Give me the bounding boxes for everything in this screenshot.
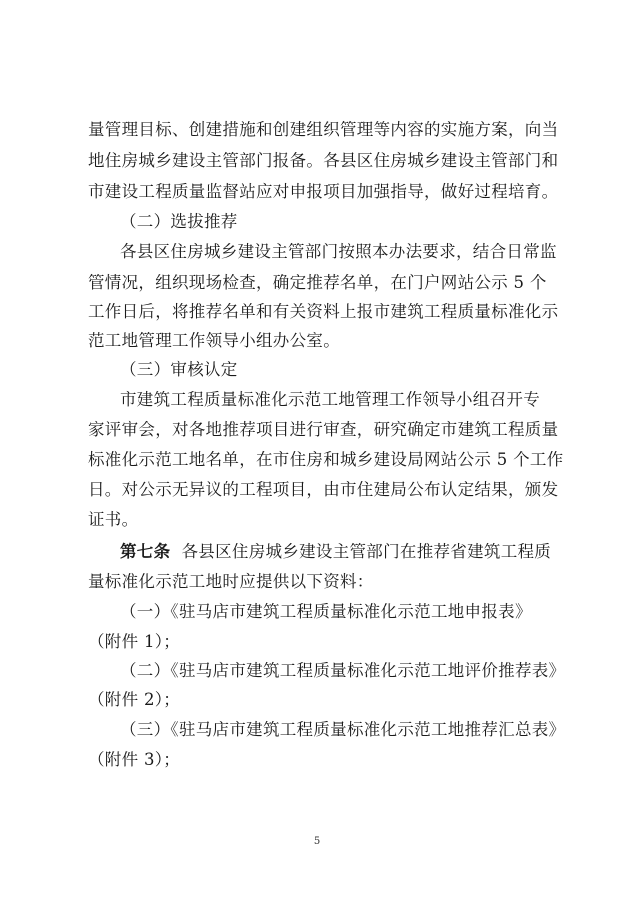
list-item: （二）《驻马店市建筑工程质量标准化示范工地评价推荐表》 [120,661,566,680]
article-text: 各县区住房城乡建设主管部门在推荐省建筑工程质 [181,542,552,561]
section-heading-review: （三）审核认定 [120,360,238,379]
section-heading-selection: （二）选拔推荐 [120,212,238,231]
paragraph-line: 家评审会，对各地推荐项目进行审查，研究确定市建筑工程质量 [88,420,559,439]
list-item-annex: （附件 3）； [88,750,181,769]
list-item: （三）《驻马店市建筑工程质量标准化示范工地推荐汇总表》 [120,720,566,739]
article-label: 第七条 [120,542,171,561]
paragraph-line: 地住房城乡建设主管部门报备。各县区住房城乡建设主管部门和 [88,151,559,170]
paragraph-line: 市建设工程质量监督站应对申报项目加强指导，做好过程培育。 [88,182,559,201]
list-item-annex: （附件 2）； [88,690,181,709]
paragraph-line: 日。对公示无异议的工程项目，由市住建局公布认定结果，颁发 [88,480,559,499]
page-number: 5 [313,836,321,847]
paragraph-line: 各县区住房城乡建设主管部门按照本办法要求，结合日常监 [120,242,557,261]
paragraph-line: 市建筑工程质量标准化示范工地管理工作领导小组召开专 [120,390,540,409]
paragraph-line: 量管理目标、创建措施和创建组织管理等内容的实施方案，向当 [88,120,559,139]
paragraph-line: 量标准化示范工地时应提供以下资料： [88,572,374,591]
paragraph-line: 证书。 [88,510,139,529]
paragraph-line: 工作日后，将推荐名单和有关资料上报市建筑工程质量标准化示 [88,302,559,321]
list-item-annex: （附件 1）； [88,632,181,651]
paragraph-line: 管情况，组织现场检查，确定推荐名单，在门户网站公示 5 个 [88,273,547,292]
article-line [120,542,551,562]
paragraph-line: 标准化示范工地名单，在市住房和城乡建设局网站公示 5 个工作 [88,450,564,469]
list-item: （一）《驻马店市建筑工程质量标准化示范工地申报表》 [120,602,532,621]
paragraph-line: 范工地管理工作领导小组办公室。 [88,331,340,350]
